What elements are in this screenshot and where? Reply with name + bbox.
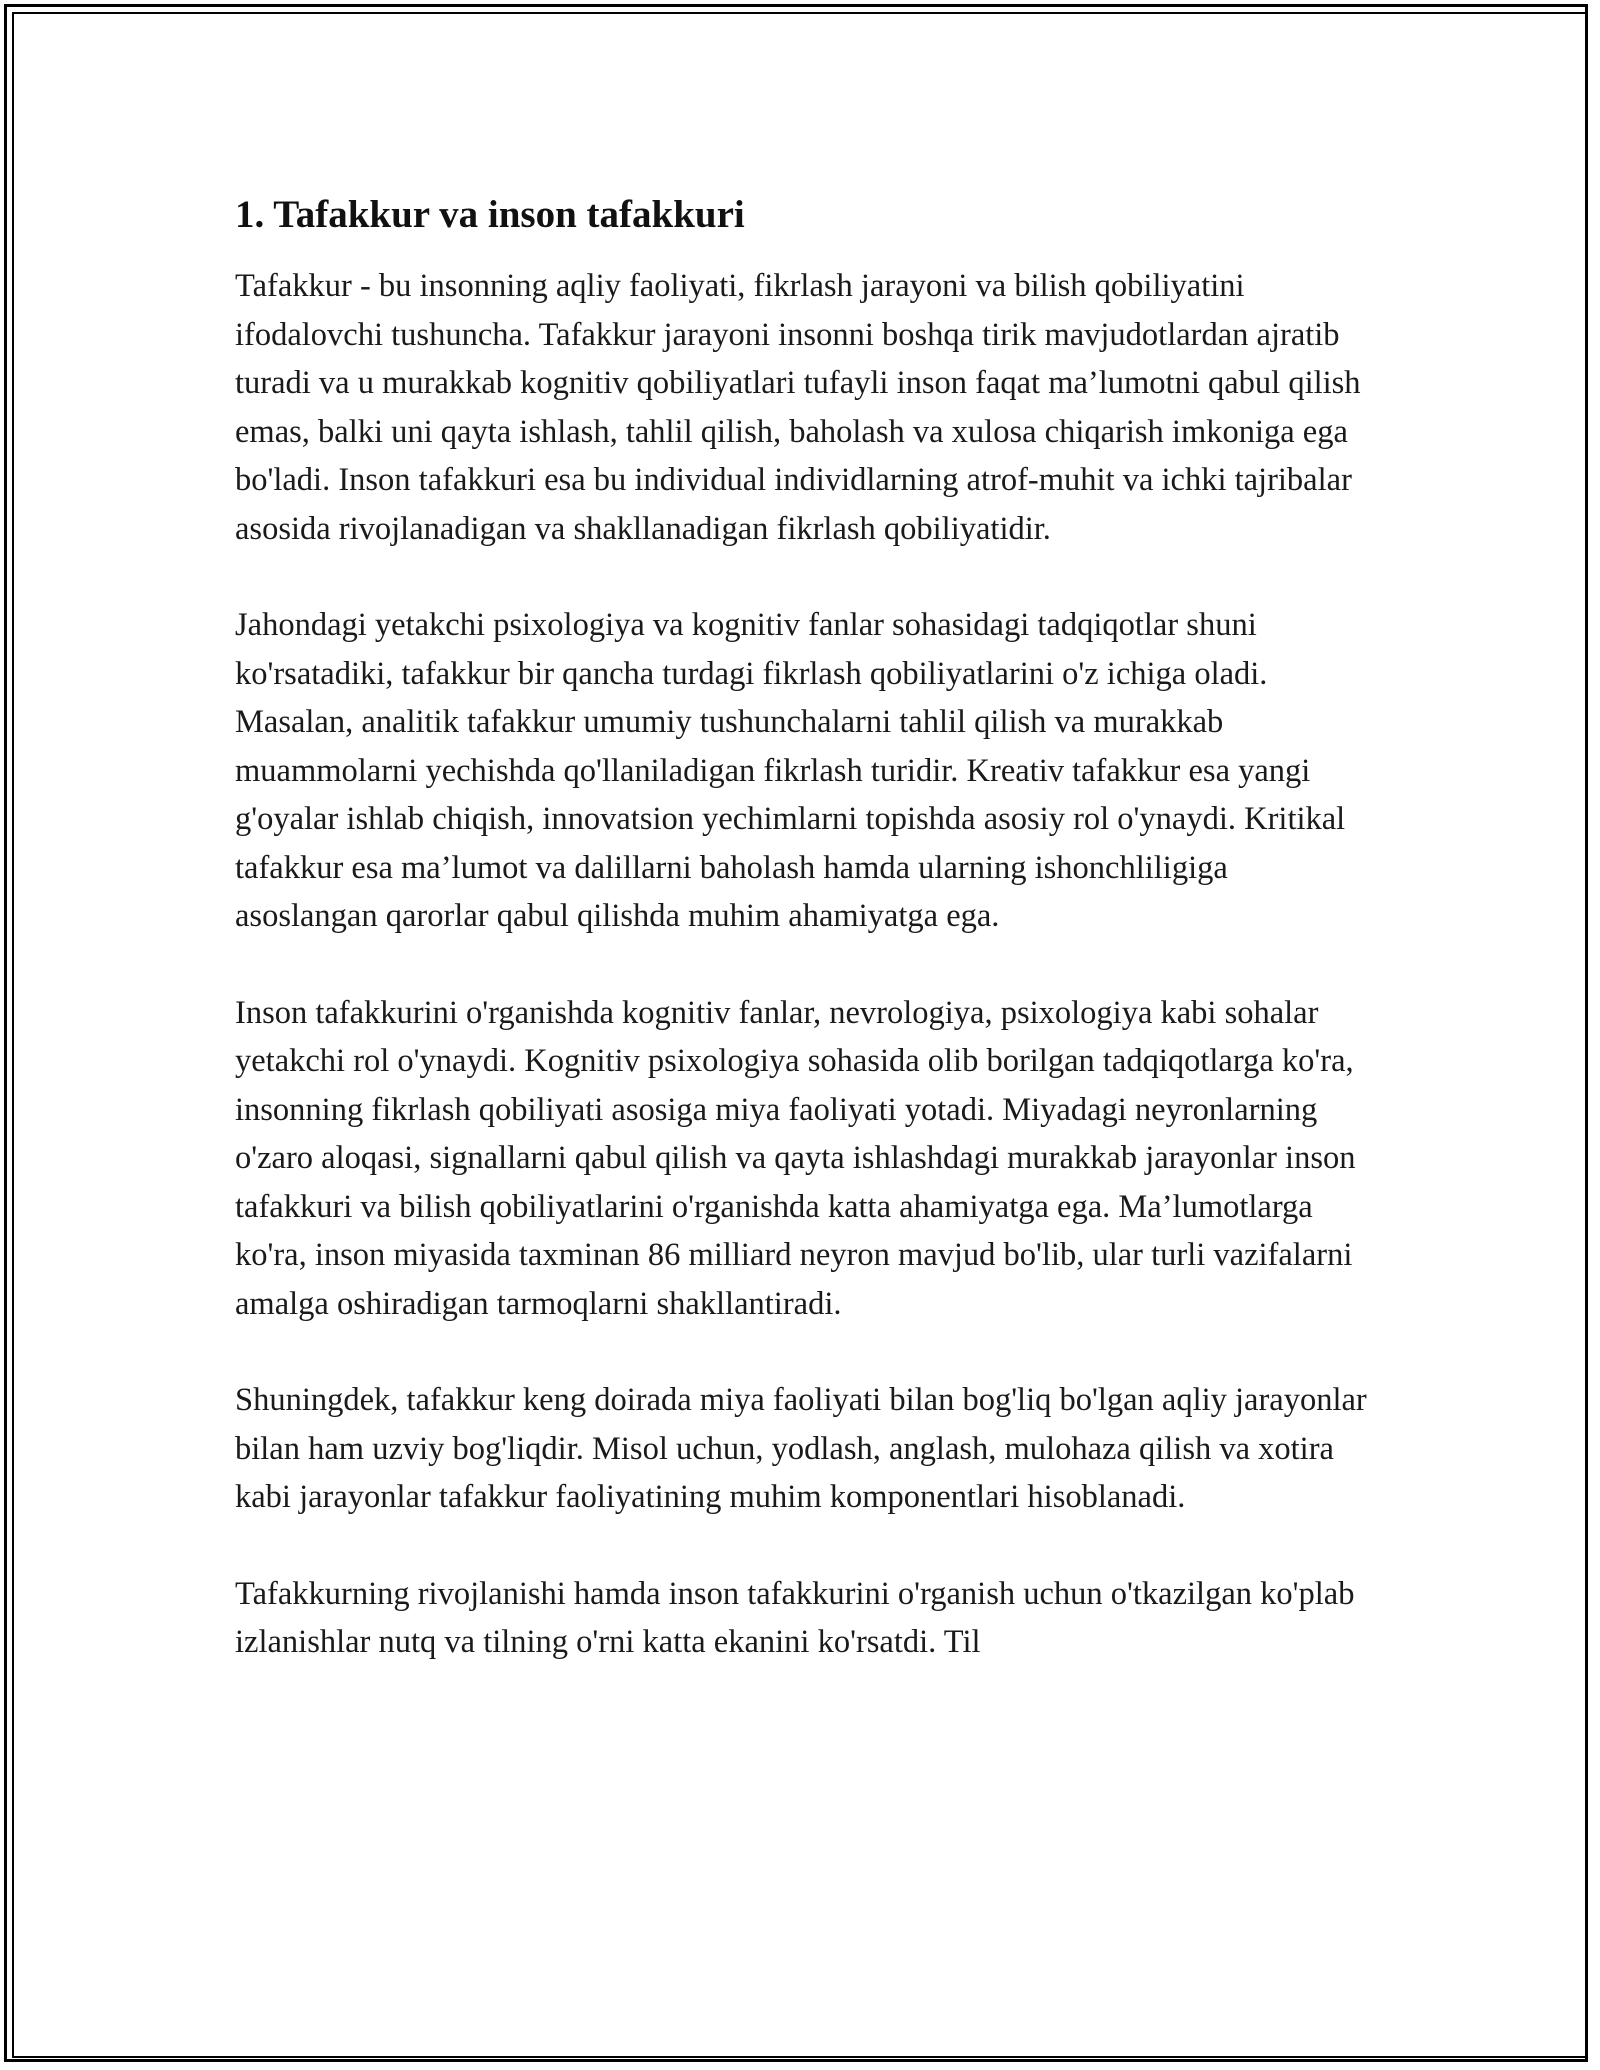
paragraph-definition: Tafakkur - bu insonning aqliy faoliyati, fikrlash jarayoni va bilish qobiliyatini ifodalovchi tushuncha. Tafakkur jarayoni insonni boshqa tirik mavjudotlardan ajratib turadi va u murakkab kognitiv qobiliyatlari tufayli inson faqat ma’lumotni qabul qilish emas, balki uni qayta ishlash, tahlil qilish, baholash va xulosa chiqarish imkoniga ega bo'ladi. Inson tafakkuri esa bu individual individlarning atrof-muhit va ichki tajribalar asosida rivojlanadigan va shakllanadigan fikrlash qobiliyatidir.: [235, 268, 1361, 547]
paragraph-mental-processes: Shuningdek, tafakkur keng doirada miya faoliyati bilan bog'liq bo'lgan aqliy jarayonlar bilan ham uzviy bog'liqdir. Misol uchun, yodlash, anglash, mulohaza qilish va xotira kabi jarayonlar tafakkur faoliyatining muhim komponentlari hisoblanadi.: [235, 1382, 1367, 1515]
paragraph-thinking-types: Jahondagi yetakchi psixologiya va kognitiv fanlar sohasidagi tadqiqotlar shuni ko'rsatadiki, tafakkur bir qancha turdagi fikrlash qobiliyatlarini o'z ichiga oladi. Masalan, analitik tafakkur umumiy tushunchalarni tahlil qilish va murakkab muammolarni yechishda qo'llaniladigan fikrlash turidir. Kreativ tafakkur esa yangi g'oyalar ishlab chiqish, innovatsion yechimlarni topishda asosiy rol o'ynaydi. Kritikal tafakkur esa ma’lumot va dalillarni baholash hamda ularning ishonchliligiga asoslangan qarorlar qabul qilishda muhim ahamiyatga ega.: [235, 607, 1346, 934]
paragraph-neuroscience: Inson tafakkurini o'rganishda kognitiv fanlar, nevrologiya, psixologiya kabi sohalar yetakchi rol o'ynaydi. Kognitiv psixologiya sohasida olib borilgan tadqiqotlarga ko'ra, insonning fikrlash qobiliyati asosiga miya faoliyati yotadi. Miyadagi neyronlarning o'zaro aloqasi, signallarni qabul qilish va qayta ishlashdagi murakkab jarayonlar inson tafakkuri va bilish qobiliyatlarini o'rganishda katta ahamiyatga ega. Ma’lumotlarga ko'ra, inson miyasida taxminan 86 milliard neyron mavjud bo'lib, ular turli vazifalarni amalga oshiradigan tarmoqlarni shakllantiradi.: [235, 994, 1356, 1322]
paragraph-language: Tafakkurning rivojlanishi hamda inson tafakkurini o'rganish uchun o'tkazilgan ko'plab izlanishlar nutq va tilning o'rni katta ekanini ko'rsatdi. Til: [235, 1575, 1355, 1660]
section-heading: 1. Tafakkur va inson tafakkuri: [235, 193, 745, 236]
document-body: [235, 186, 1375, 1715]
